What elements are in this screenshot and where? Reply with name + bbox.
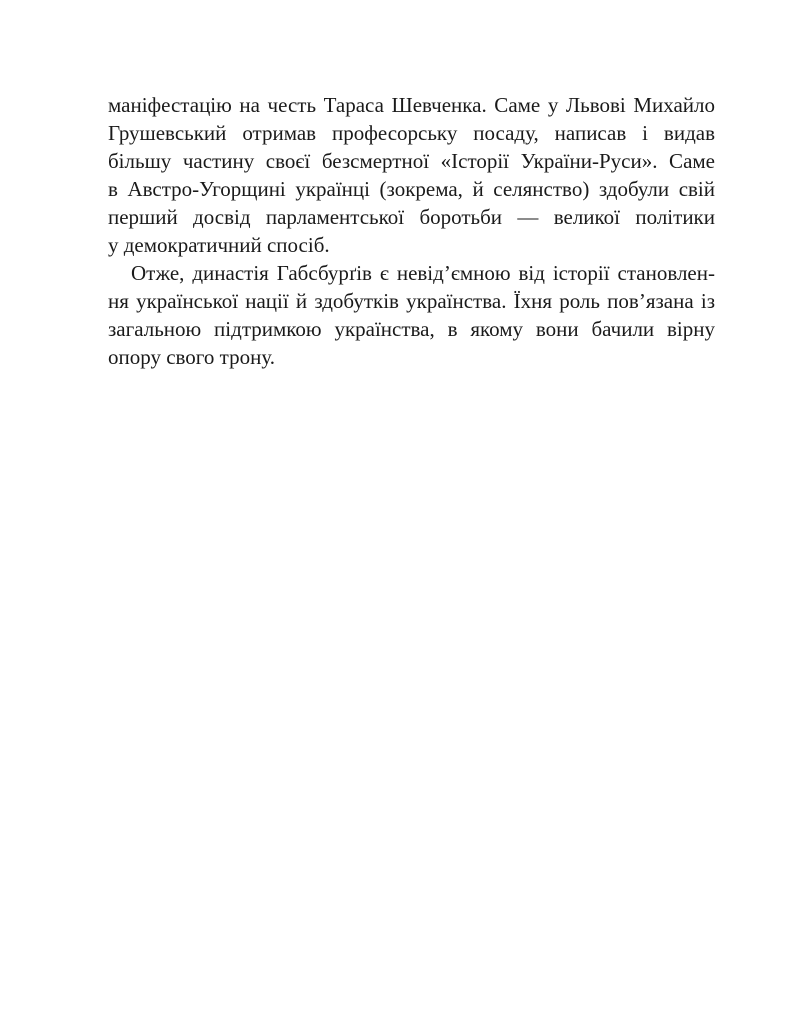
text-line: Отже, династія Габсбурґів є невід’ємною від історії становлен-	[131, 261, 715, 285]
paragraph	[108, 259, 715, 371]
text-line: маніфестацію на честь Тараса Шевченка. Саме у Львові Михайло	[108, 93, 715, 117]
text-line: Грушевський отримав професорську посаду, написав і видав	[108, 121, 715, 145]
text-line: загальною підтримкою українства, в якому вони бачили вірну	[108, 317, 715, 341]
text-line: ня української нації й здобутків українства. Їхня роль пов’язана із	[108, 289, 715, 313]
text-line: в Австро-Угорщині українці (зокрема, й селянство) здобули свій	[108, 177, 715, 201]
text-line: перший досвід парламентської боротьби — великої політики	[108, 205, 715, 229]
text-line: більшу частину своєї безсмертної «Історії України-Руси». Саме	[108, 149, 715, 173]
body-text	[108, 91, 715, 371]
paragraph	[108, 91, 715, 259]
text-line: опору свого трону.	[108, 345, 275, 369]
text-line: у демократичний спосіб.	[108, 233, 330, 257]
